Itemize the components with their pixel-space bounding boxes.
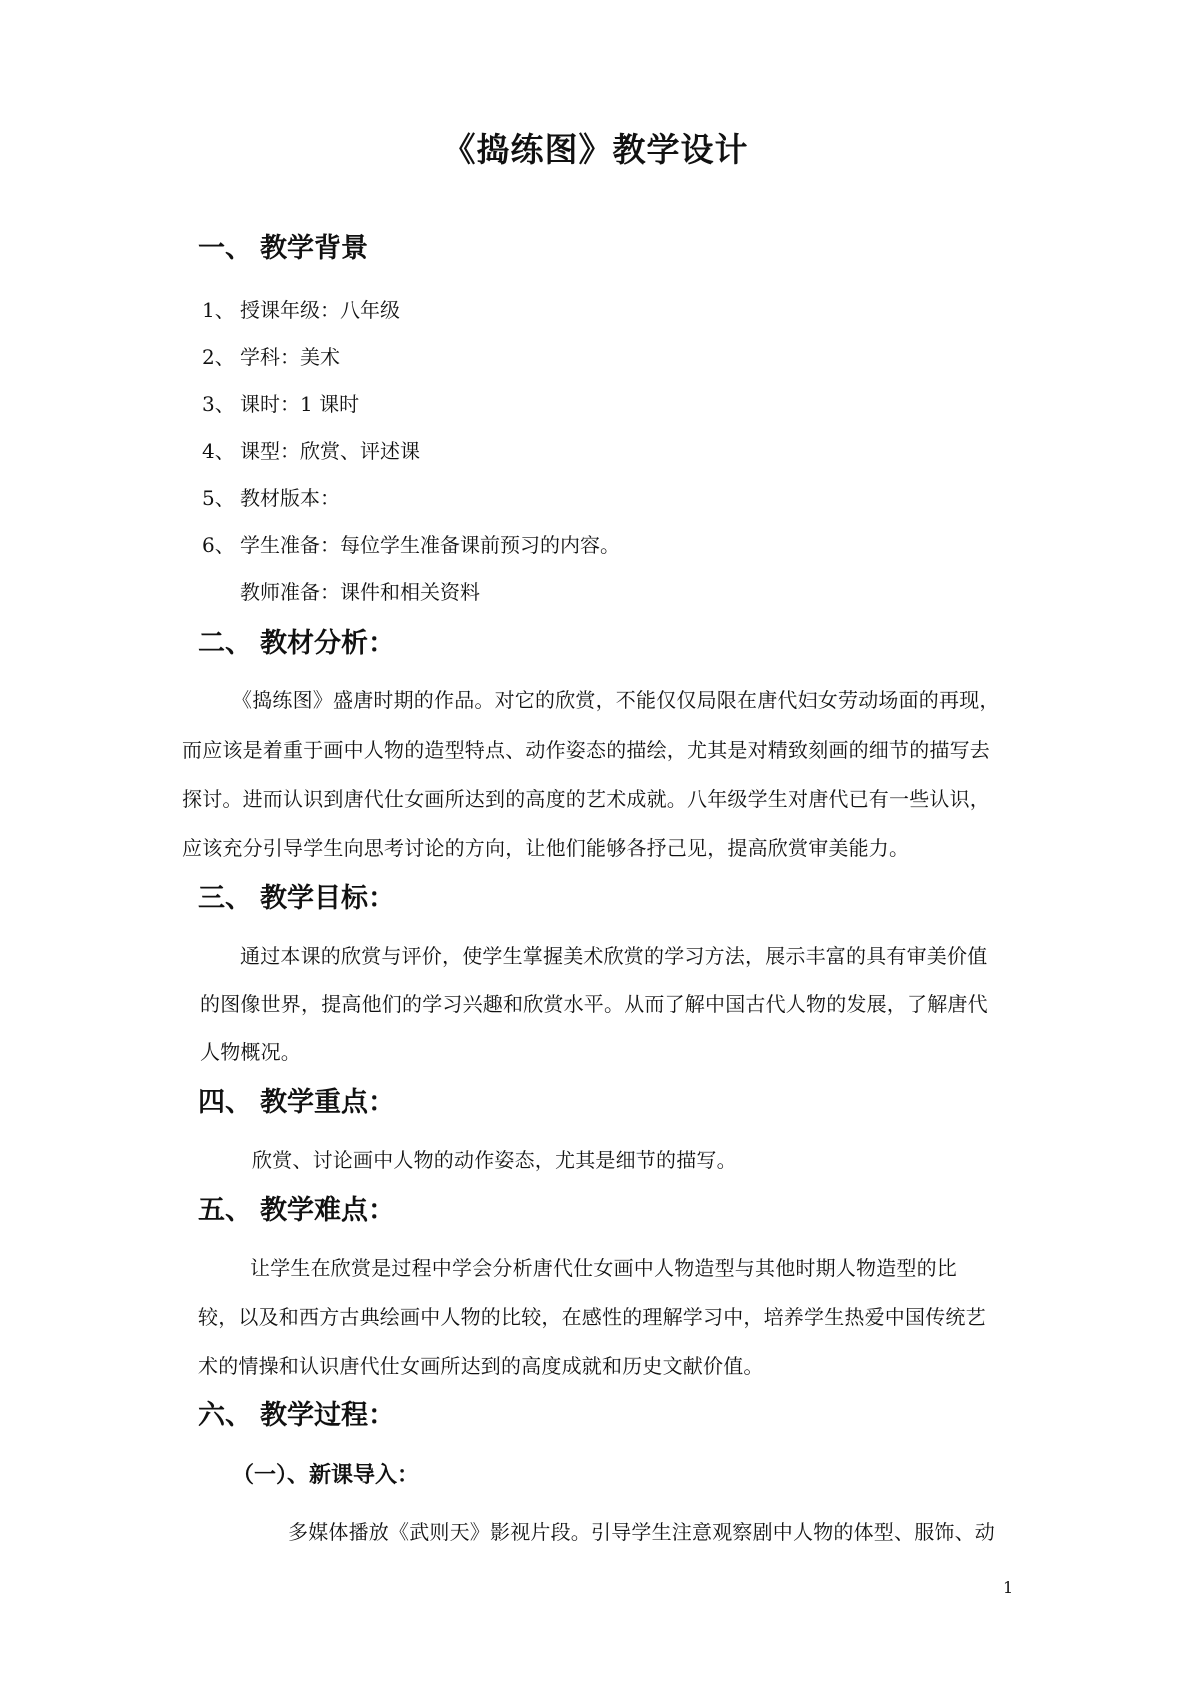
teacher-prep: 教师准备：课件和相关资料 xyxy=(240,580,480,604)
list-item-number: 5、 xyxy=(202,486,235,510)
paragraph-line: 通过本课的欣赏与评价，使学生掌握美术欣赏的学习方法，展示丰富的具有审美价值 xyxy=(240,944,988,968)
paragraph-line: 欣赏、讨论画中人物的动作姿态，尤其是细节的描写。 xyxy=(252,1148,737,1172)
section-title: 教学重点： xyxy=(260,1087,395,1118)
section-number: 六、 xyxy=(198,1400,252,1431)
section-title: 教学背景 xyxy=(260,233,368,264)
paragraph-line: 较，以及和西方古典绘画中人物的比较，在感性的理解学习中，培养学生热爱中国传统艺 xyxy=(198,1305,986,1329)
paragraph-line: 人物概况。 xyxy=(200,1040,301,1064)
list-item-text: 课型：欣赏、评述课 xyxy=(240,439,420,463)
paragraph-line: 多媒体播放《武则天》影视片段。引导学生注意观察剧中人物的体型、服饰、动 xyxy=(288,1520,995,1544)
section-title: 教学目标： xyxy=(260,883,395,914)
list-item xyxy=(202,388,359,417)
section-number: 五、 xyxy=(198,1195,252,1226)
paragraph-line: 让学生在欣赏是过程中学会分析唐代仕女画中人物造型与其他时期人物造型的比 xyxy=(250,1256,957,1280)
section-heading-1 xyxy=(198,226,368,265)
list-item-number: 2、 xyxy=(202,345,235,369)
section-heading-5 xyxy=(198,1188,395,1227)
list-item-number: 3、 xyxy=(202,392,235,416)
list-item-text: 学生准备：每位学生准备课前预习的内容。 xyxy=(240,533,620,557)
paragraph-line: 《捣练图》盛唐时期的作品。对它的欣赏，不能仅仅局限在唐代妇女劳动场面的再现， xyxy=(232,688,1000,712)
paragraph-line: 术的情操和认识唐代仕女画所达到的高度成就和历史文献价值。 xyxy=(198,1354,764,1378)
list-item-text: 学科：美术 xyxy=(240,345,340,369)
list-item-number: 1、 xyxy=(202,298,235,322)
section-number: 一、 xyxy=(198,233,252,264)
list-item-number: 4、 xyxy=(202,439,235,463)
document-title: 《捣练图》教学设计 xyxy=(442,130,749,169)
list-item xyxy=(202,435,420,464)
paragraph-line: 而应该是着重于画中人物的造型特点、动作姿态的描绘，尤其是对精致刻画的细节的描写去 xyxy=(182,738,990,762)
list-item-text: 课时：1 课时 xyxy=(240,392,360,416)
list-item-text: 授课年级：八年级 xyxy=(240,298,400,322)
page-number: 1 xyxy=(1003,1578,1014,1597)
paragraph-line: 的图像世界，提高他们的学习兴趣和欣赏水平。从而了解中国古代人物的发展，了解唐代 xyxy=(200,992,988,1016)
section-heading-6 xyxy=(198,1393,395,1432)
section-number: 三、 xyxy=(198,883,252,914)
section-heading-4 xyxy=(198,1080,395,1119)
paragraph-line: 应该充分引导学生向思考讨论的方向，让他们能够各抒己见，提高欣赏审美能力。 xyxy=(182,836,910,860)
list-item-text: 教材版本： xyxy=(240,486,340,510)
section-heading-2 xyxy=(198,621,395,660)
section-number: 二、 xyxy=(198,628,252,659)
section-heading-3 xyxy=(198,876,395,915)
list-item xyxy=(202,482,340,511)
list-item xyxy=(202,294,400,323)
list-item-number: 6、 xyxy=(202,533,235,557)
paragraph-line: 探讨。进而认识到唐代仕女画所达到的高度的艺术成就。八年级学生对唐代已有一些认识， xyxy=(182,787,990,811)
list-item xyxy=(202,529,620,558)
section-title: 教学难点： xyxy=(260,1195,395,1226)
subsection-heading: （一）、新课导入： xyxy=(232,1462,420,1488)
list-item xyxy=(202,341,340,370)
section-number: 四、 xyxy=(198,1087,252,1118)
section-title: 教材分析： xyxy=(260,628,395,659)
section-title: 教学过程： xyxy=(260,1400,395,1431)
